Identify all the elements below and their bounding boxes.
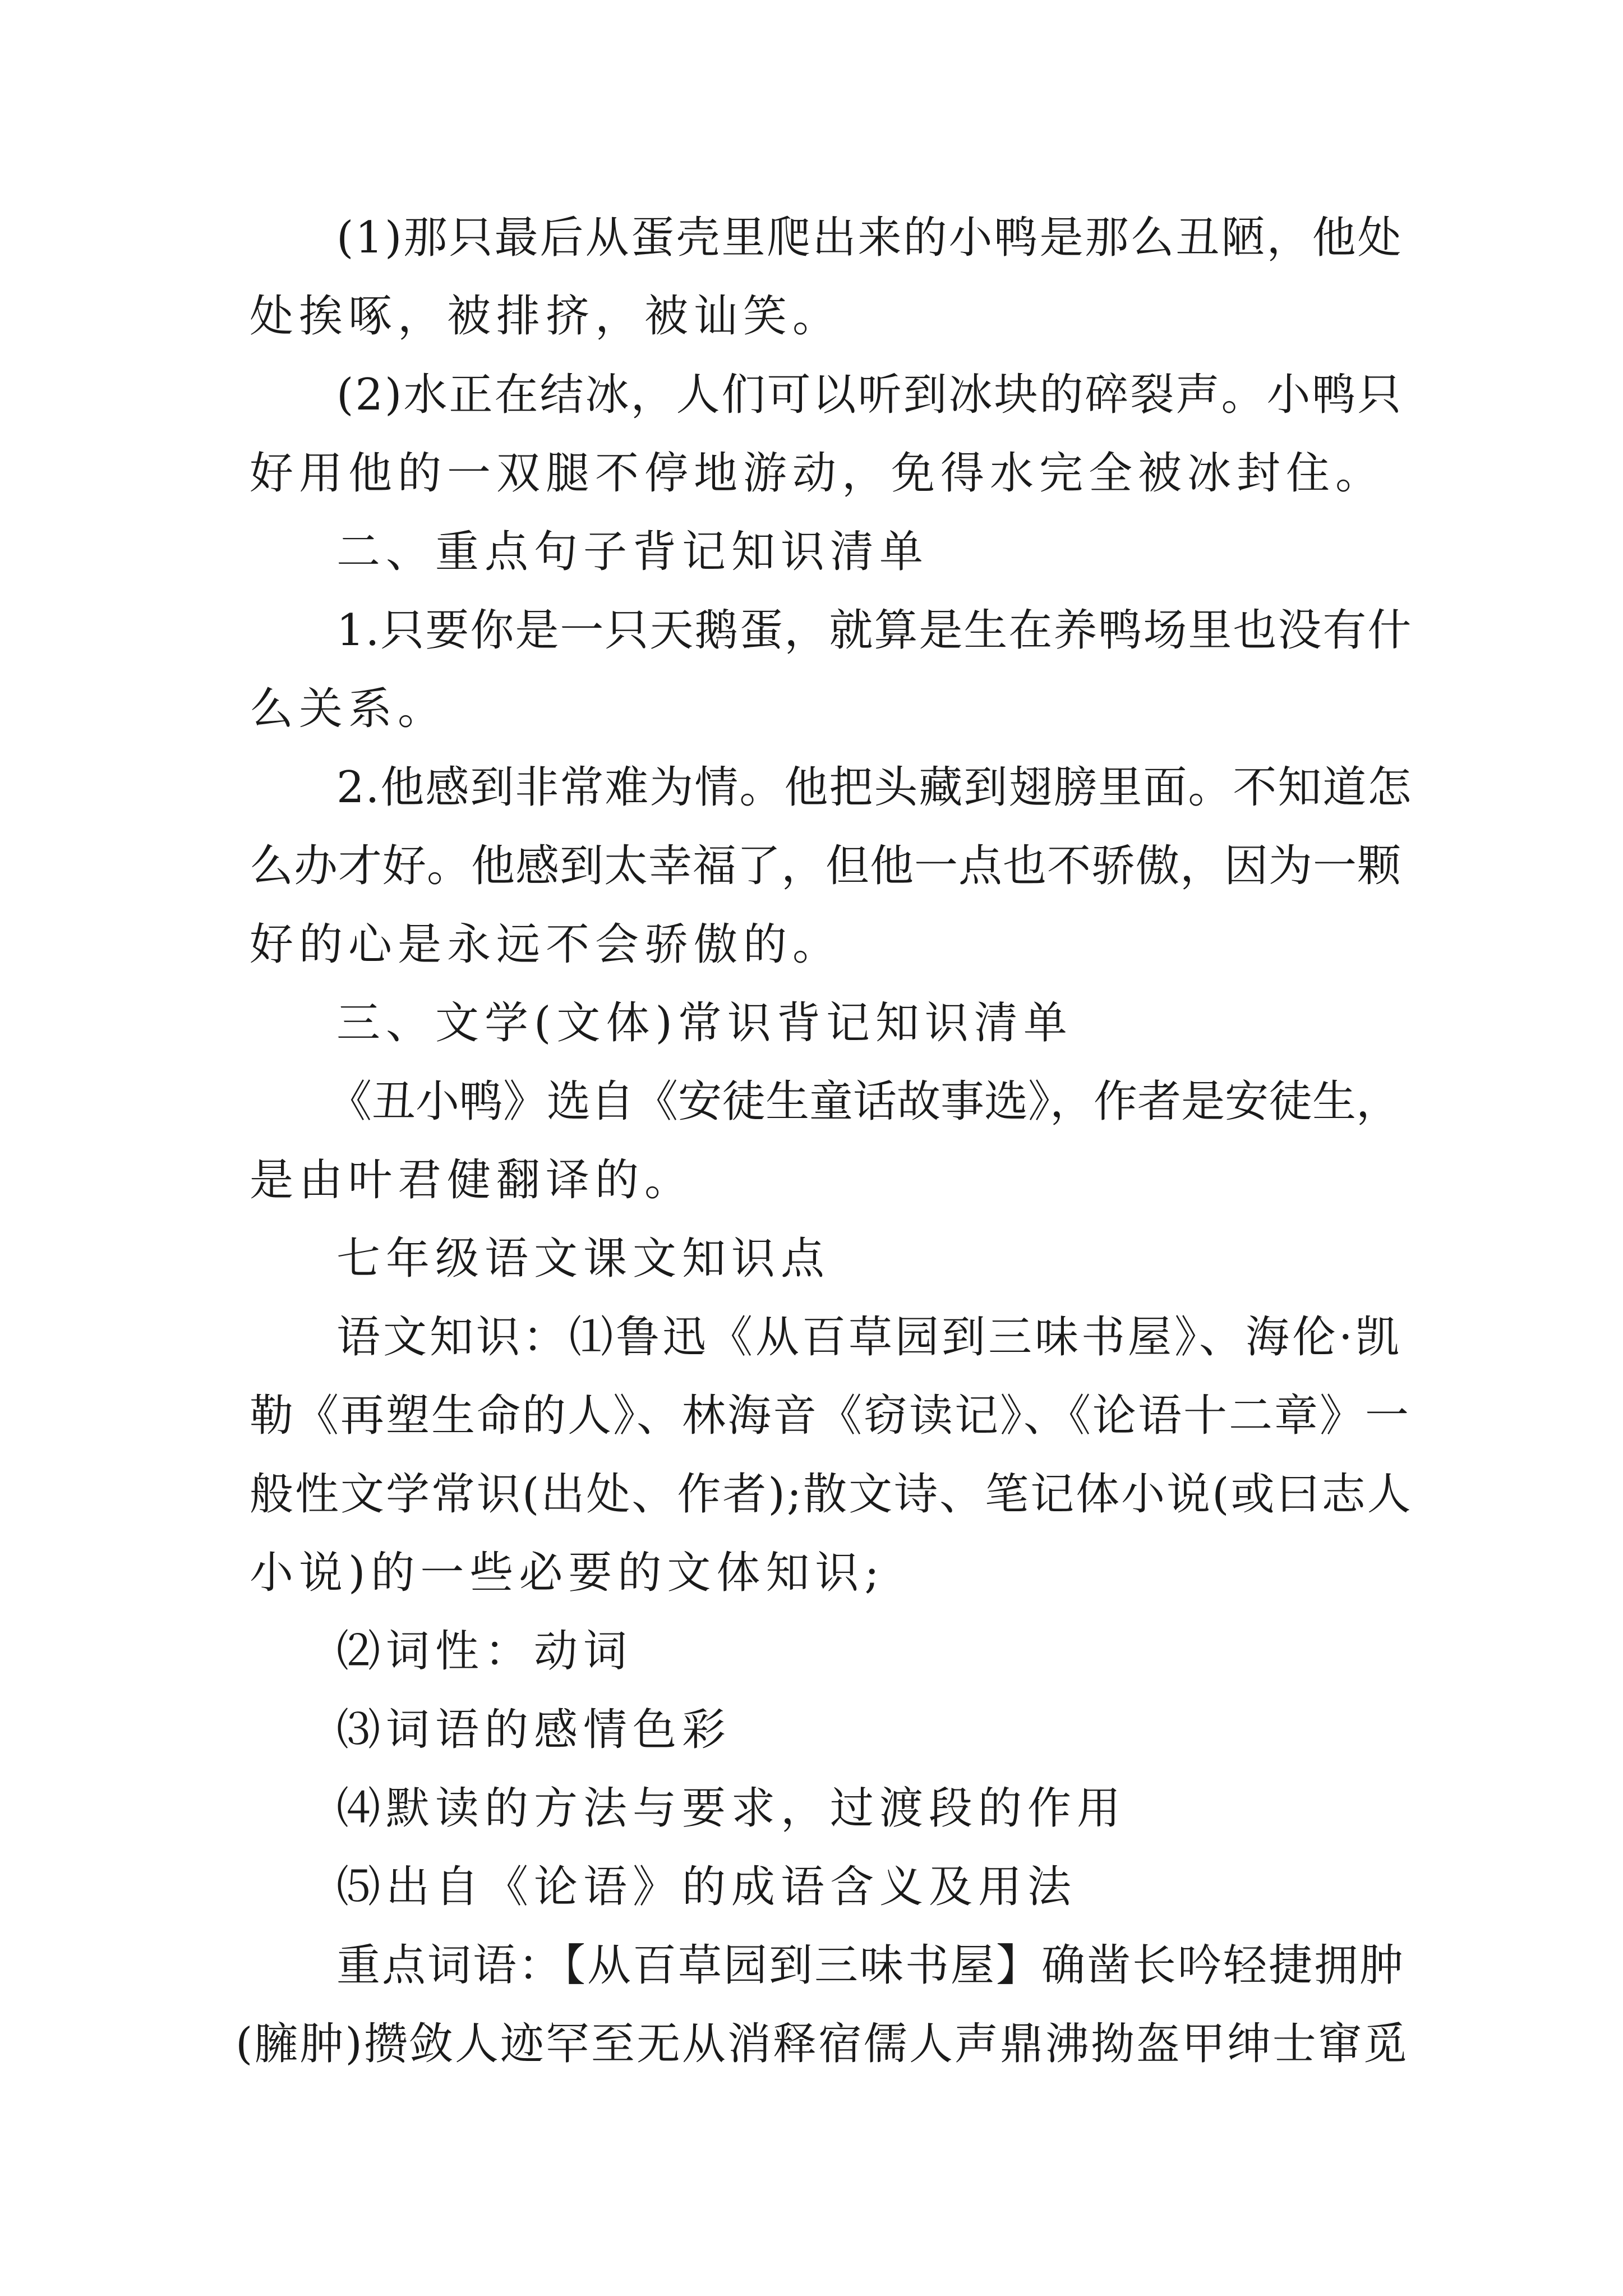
section-heading: 二、重点句子背记知识清单 (336, 527, 929, 577)
paragraph-line: 好的心是永远不会骄傲的。 (250, 919, 842, 970)
paragraph-line: 2.他感到非常难为情。他把头藏到翅膀里面。不知道怎 (336, 762, 1413, 813)
paragraph-line: 重点词语：【从百草园到三味书屋】确凿长吟轻捷拥肿 (336, 1940, 1405, 1991)
paragraph-line: 么关系。 (250, 684, 448, 734)
paragraph-line: 好用他的一双腿不停地游动，免得水完全被冰封住。 (250, 448, 1385, 499)
paragraph-line: 是由叶君健翻译的。 (250, 1155, 694, 1205)
paragraph-line: 小说)的一些必要的文体知识; (250, 1548, 885, 1598)
paragraph-line: (2)水正在结冰，人们可以听到冰块的碎裂声。小鸭只 (336, 370, 1403, 420)
paragraph-line: 处挨啄，被排挤，被讪笑。 (250, 291, 842, 342)
paragraph-line: 般性文学常识(出处、作者);散文诗、笔记体小说(或曰志人 (250, 1469, 1413, 1520)
list-item: ⑸出自《论语》的成语含义及用法 (336, 1862, 1077, 1912)
list-item: ⑷默读的方法与要求，过渡段的作用 (336, 1783, 1127, 1834)
paragraph-line: (臃肿)攒敛人迹罕至无从消释宿儒人声鼎沸拗盔甲绅士窜觅 (236, 2019, 1409, 2069)
paragraph-line: 么办才好。他感到太幸福了，但他一点也不骄傲，因为一颗 (250, 841, 1402, 891)
list-item: ⑶词语的感情色彩 (336, 1705, 732, 1755)
paragraph-line: 1.只要你是一只天鹅蛋，就算是生在养鸭场里也没有什 (336, 605, 1413, 656)
paragraph-line: 《丑小鸭》选自《安徒生童话故事选》，作者是安徒生， (328, 1076, 1400, 1127)
section-heading: 七年级语文课文知识点 (336, 1234, 831, 1284)
section-heading: 三、文学(文体)常识背记知识清单 (336, 998, 1073, 1048)
paragraph-line: (1)那只最后从蛋壳里爬出来的小鸭是那么丑陋，他处 (336, 213, 1403, 263)
paragraph-line: 勒《再塑生命的人》、林海音《窃读记》、《论语十二章》一 (250, 1391, 1411, 1441)
paragraph-line: 语文知识：⑴鲁迅《从百草园到三味书屋》、海伦·凯 (336, 1312, 1402, 1363)
list-item: ⑵词性：动词 (336, 1626, 633, 1677)
